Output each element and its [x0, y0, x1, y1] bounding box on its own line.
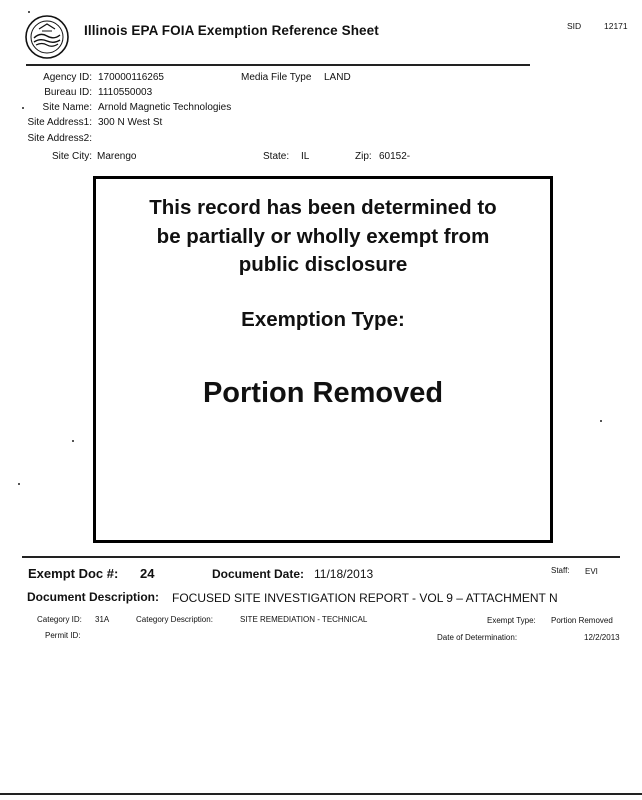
date-of-determination-value: 12/2/2013: [584, 633, 620, 642]
site-name-value: Arnold Magnetic Technologies: [98, 102, 232, 113]
staff-value: EVI: [585, 567, 598, 576]
category-description-label: Category Description:: [136, 615, 213, 624]
document-date-value: 11/18/2013: [314, 567, 374, 581]
exemption-type-label: Exemption Type:: [241, 308, 405, 331]
exemption-notice-text: [96, 194, 550, 280]
permit-id-label: Permit ID:: [45, 631, 81, 640]
bureau-id-label: Bureau ID:: [44, 87, 92, 98]
staff-label: Staff:: [551, 566, 570, 575]
site-address1-label: Site Address1:: [27, 117, 92, 128]
state-label: State:: [263, 151, 290, 162]
category-id-value: 31A: [95, 615, 110, 624]
site-address2-label: Site Address2:: [27, 133, 92, 144]
scan-speck: [72, 440, 74, 442]
site-city-value: Marengo: [97, 151, 137, 162]
page-title: Illinois EPA FOIA Exemption Reference Sheet: [84, 23, 379, 38]
illinois-epa-seal-icon: [24, 14, 70, 60]
document-date-label: Document Date:: [212, 567, 305, 581]
site-address1-value: 300 N West St: [98, 117, 163, 128]
sid-label: SID: [567, 21, 582, 31]
sid-value: 12171: [604, 21, 628, 31]
category-id-label: Category ID:: [37, 615, 82, 624]
page-bottom-rule: [0, 793, 642, 795]
media-file-type-value: LAND: [324, 72, 351, 83]
document-description-label: Document Description:: [27, 590, 160, 604]
site-city-label: Site City:: [51, 151, 92, 162]
exempt-doc-label: Exempt Doc #:: [28, 566, 119, 581]
document-section-divider: [22, 556, 620, 558]
scan-speck: [28, 11, 30, 13]
media-file-type-label: Media File Type: [241, 72, 312, 83]
category-description-value: SITE REMEDIATION - TECHNICAL: [240, 615, 368, 624]
site-name-label: Site Name:: [42, 102, 92, 113]
bureau-id-value: 1110550003: [98, 87, 153, 98]
notice-line-3: public disclosure: [238, 253, 408, 276]
exemption-type-value: Portion Removed: [202, 377, 444, 409]
scan-speck: [22, 107, 24, 109]
scan-speck: [600, 420, 602, 422]
exemption-notice-box: [93, 176, 553, 543]
agency-id-value: 170000116265: [98, 72, 164, 83]
state-value: IL: [301, 151, 310, 162]
notice-line-2: be partially or wholly exempt from: [156, 224, 490, 248]
exempt-doc-number: 24: [140, 566, 155, 581]
scan-speck: [18, 483, 20, 485]
agency-id-label: Agency ID:: [43, 72, 92, 83]
exempt-type-value: Portion Removed: [551, 616, 613, 625]
header-divider: [26, 64, 530, 66]
zip-value: 60152-: [379, 151, 411, 162]
document-description-value: FOCUSED SITE INVESTIGATION REPORT - VOL 9 – ATTACHMENT N: [172, 591, 558, 605]
zip-label: Zip:: [355, 151, 372, 162]
exempt-type-label: Exempt Type:: [487, 616, 536, 625]
notice-line-1: This record has been determined to: [149, 196, 497, 219]
date-of-determination-label: Date of Determination:: [437, 633, 518, 642]
